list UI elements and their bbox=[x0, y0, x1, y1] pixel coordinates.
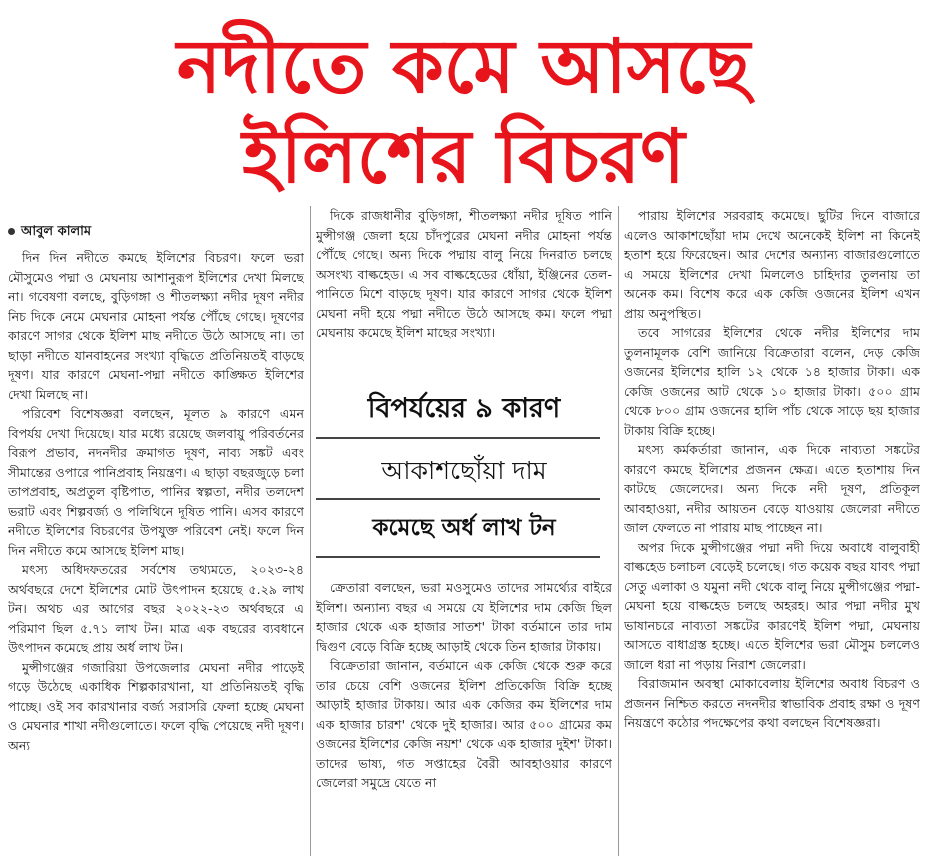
paragraph: দিন দিন নদীতে কমছে ইলিশের বিচরণ। ফলে ভরা মৌসুমেও পদ্মা ও মেঘনায় আশানুরূপ ইলিশের দেখা মিলছে না। গবেষণা বলছে, বুড়িগঙ্গা ও শীতলক্ষ্যা নদীর দূষণ নদীর নিচ দিকে নেমে মেঘনার মোহনা পর্যন্ত পৌঁছে গেছে। দূষণের কারণে সাগর থেকে ইলিশ মাছ নদীতে উঠে আসছে না। তা ছাড়া নদীতে যানবাহনের সংখ্যা বৃদ্ধিতে প্রতিনিয়তই বাড়ছে দূষণ। যার কারণে মেঘনা-পদ্মা নদীতে কাঙ্ক্ষিত ইলিশের দেখা মিলছে না। bbox=[8, 250, 304, 402]
paragraph: অপর দিকে মুন্সীগঞ্জের পদ্মা নদী দিয়ে অবাধে বালুবাহী বাল্কহেড চলাচল বেড়েই চলেছে। গত কয়েক বছর যাবৎ পদ্মা সেতু এলাকা ও যমুনা নদী থেকে বালু নিয়ে মুন্সীগঞ্জের পদ্মা-মেঘনা হয়ে বাল্কহেড চলছে অহরহ। আর পদ্মা নদীর মুখ ভাষানচরে নাব্যতা সঙ্কটের কারণেই ইলিশ পদ্মা, মেঘনায় আসতে বাধাগ্রস্ত হচ্ছে। এতে ইলিশের ভরা মৌসুম চললেও জালে ধরা না পড়ায় নিরাশ জেলেরা। bbox=[624, 539, 920, 672]
column-divider bbox=[618, 206, 619, 856]
paragraph: মুন্সীগঞ্জের গজারিয়া উপজেলার মেঘনা নদীর পাড়েই গড়ে উঠেছে একাধিক শিল্পকারখানা, যা প্রতিনিয়তই বৃদ্ধি পাচ্ছে। ওই সব কারখানার বর্জ্য সরাসরি ফেলা হচ্ছে মেঘনা ও মেঘনার শাখা নদীগুলোতে। ফলে বৃদ্ধি পেয়েছে নদী দূষণ। অন্য bbox=[8, 659, 304, 753]
column-2-bottom bbox=[316, 578, 612, 860]
byline bbox=[8, 222, 91, 243]
paragraph: পরিবেশ বিশেষজ্ঞরা বলছেন, মূলত ৯ কারণে এমন বিপর্যয় দেখা দিয়েছে। যার মধ্যে রয়েছে জলবায়ু পরিবর্তনের বিরূপ প্রভাব, নদনদীর ক্রমাগত দূষণ, নাব্য সঙ্কট এবং সীমান্তের ওপারে পানিপ্রবাহ নিয়ন্ত্রণ। এ ছাড়া বছরজুড়ে চলা তাপপ্রবাহ, অপ্রতুল বৃষ্টিপাত, পানির স্বল্পতা, নদীর তলদেশ ভরাট এবং শিল্পবর্জ্য ও পলিথিনে দূষিত পানি। এসব কারণে নদীতে ইলিশের বিচরণের উপযুক্ত পরিবেশ নেই। ফলে দিন দিন নদীতে কমে আসছে ইলিশ মাছ। bbox=[8, 406, 304, 558]
subhead-causes: বিপর্যয়ের ৯ কারণ bbox=[367, 393, 561, 424]
paragraph: তবে সাগরের ইলিশের থেকে নদীর ইলিশের দাম তুলনামূলক বেশি জানিয়ে বিক্রেতারা বলেন, দেড় কেজি ওজনের ইলিশের হালি ১২ থেকে ১৪ হাজার টাকা। এক কেজি ওজনের আট থেকে ১০ হাজার টাকা। ৫০০ গ্রাম থেকে ৮০০ গ্রাম ওজনের হালি পাঁচ থেকে সাড়ে ছয় হাজার টাকায় বিক্রি হচ্ছে। bbox=[624, 325, 920, 438]
column-3 bbox=[624, 206, 920, 860]
author-name: আবুল কালাম bbox=[21, 224, 92, 239]
subhead-rule bbox=[316, 437, 600, 439]
paragraph: বিরাজমান অবস্থা মোকাবেলায় ইলিশের অবাধ বিচরণ ও প্রজনন নিশ্চিত করতে নদনদীর স্বাভাবিক প্রবাহ রক্ষা ও দূষণ নিয়ন্ত্রণে কঠোর পদক্ষেপের কথা বলছেন বিশেষজ্ঞরা। bbox=[624, 676, 920, 730]
headline-line-2: ইলিশের বিচরণ bbox=[242, 114, 685, 200]
column-divider bbox=[310, 206, 311, 856]
subhead-rule bbox=[316, 498, 600, 500]
headline bbox=[0, 22, 927, 202]
paragraph: ক্রেতারা বলছেন, ভরা মওসুমেও তাদের সামর্থ্যের বাইরে ইলিশ। অন্যান্য বছর এ সময়ে যে ইলিশের দাম কেজি ছিল হাজার থেকে এক হাজার সাতশ' টাকা বর্তমানে তার দাম দ্বিগুণ বেড়ে বিক্রি হচ্ছে আড়াই থেকে তিন হাজার টাকায়। bbox=[316, 580, 612, 654]
paragraph: মৎস্য কর্মকর্তারা জানান, এক দিকে নাব্যতা সঙ্কটের কারণে কমছে ইলিশের প্রজনন ক্ষেত্র। এতে হতাশায় দিন কাটছে জেলেদের। অন্য দিকে নদী দূষণ, প্রতিকূল আবহাওয়া, নদীর আয়তন বেড়ে যাওয়ায় জেলেরা নদীতে জাল ফেলতে না পারায় মাছ পাচ্ছেন না। bbox=[624, 442, 920, 535]
paragraph: দিকে রাজধানীর বুড়িগঙ্গা, শীতলক্ষ্যা নদীর দূষিত পানি মুন্সীগঞ্জ জেলা হয়ে চাঁদপুরের মেঘনা নদীর মোহনা পর্যন্ত পৌঁছে গেছে। অন্য দিকে পদ্মায় বালু নিয়ে দিনরাত চলছে অসংখ্য বাল্কহেড। এ সব বাল্কহেডের ধোঁয়া, ইঞ্জিনের তেল-পানিতে মিশে বাড়ছে দূষণ। যার কারণে সাগর থেকে ইলিশ মেঘনা নদী হয়ে পদ্মা নদীতে উঠে আসছে কম। ফলে পদ্মা মেঘনায় কমেছে ইলিশ মাছের সংখ্যা। bbox=[316, 208, 612, 340]
headline-line-1: নদীতে কমে আসছে bbox=[176, 24, 751, 110]
paragraph: বিক্রেতারা জানান, বর্তমানে এক কেজি থেকে শুরু করে তার চেয়ে বেশি ওজনের ইলিশ প্রতিকেজি বিক্রি হচ্ছে আড়াই হাজার টাকায়। আর এক কেজির কম ইলিশের দাম এক হাজার চারশ' থেকে দুই হাজার। আর ৫০০ গ্রামের কম ওজনের ইলিশের কেজি নয়শ' থেকে এক হাজার দুইশ' টাকা। তাদের ভাষ্য, গত সপ্তাহের বৈরী আবহাওয়ার কারণে জেলেরা সমুদ্রে যেতে না bbox=[316, 658, 612, 790]
paragraph: পারায় ইলিশের সরবরাহ কমেছে। ছুটির দিনে বাজারে এলেও আকাশছোঁয়া দাম দেখে অনেকেই ইলিশ না কিনেই হতাশ হয়ে ফিরেছেন। আর দেশের অন্যান্য বাজারগুলোতে এ সময়ে ইলিশের দেখা মিললেও চাহিদার তুলনায় তা অনেক কম। বিশেষ করে এক কেজি ওজনের ইলিশ এখন প্রায় অনুপস্থিত। bbox=[624, 208, 920, 321]
subhead-production: কমেছে অর্ধ লাখ টন bbox=[372, 515, 556, 541]
column-1 bbox=[8, 248, 304, 860]
column-2-top bbox=[316, 206, 612, 374]
subhead-rule bbox=[316, 556, 600, 558]
subhead-price: আকাশছোঁয়া দাম bbox=[381, 456, 547, 485]
paragraph: মৎস্য অধিদফতরের সর্বশেষ তথ্যমতে, ২০২৩-২৪ অর্থবছরে দেশে ইলিশের মোট উৎপাদন হয়েছে ৫.২৯ লাখ টন। অথচ এর আগের বছর ২০২২-২৩ অর্থবছরে এ পরিমাণ ছিল ৫.৭১ লাখ টন। মাত্র এক বছরের ব্যবধানে উৎপাদন কমেছে প্রায় অর্ধ লাখ টন। bbox=[8, 562, 304, 655]
bullet-icon bbox=[8, 228, 15, 235]
